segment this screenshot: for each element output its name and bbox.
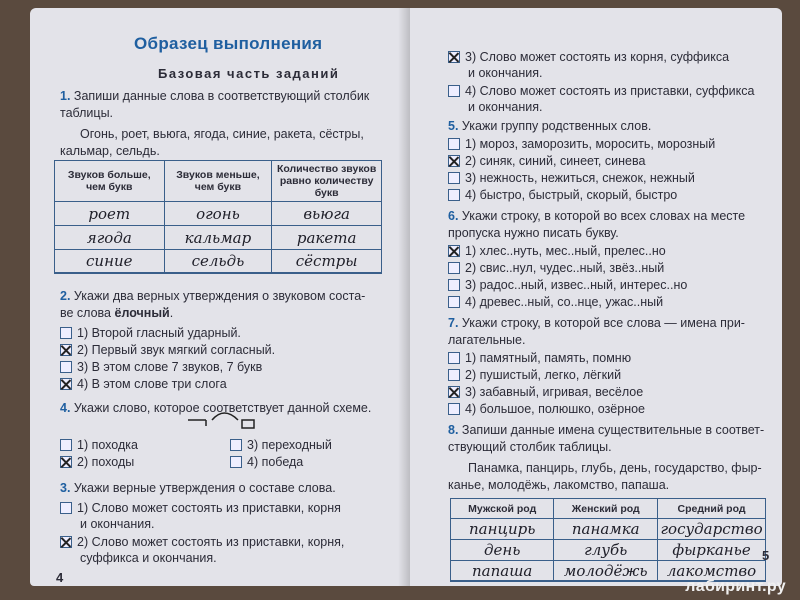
option-label: 3) забавный, игривая, весёлое — [465, 385, 644, 399]
word-list: Панамка, панцирь, глубь, день, государство, фыр- — [468, 461, 762, 475]
option-label: 1) походка — [77, 438, 138, 452]
table-cell: глубь — [554, 540, 658, 561]
checkbox[interactable] — [448, 279, 460, 291]
word-scheme-icon — [186, 404, 264, 434]
checkbox[interactable] — [60, 327, 72, 339]
question-text: Укажи группу родственных слов. — [461, 119, 652, 133]
question-text: Укажи слово, которое соответствует данной схеме. — [73, 401, 372, 415]
question-text: Укажи два верных утверждения о звуковом соста- — [73, 289, 366, 303]
option-label: 4) Слово может состоять из приставки, суффикса — [465, 84, 755, 98]
question-6 — [448, 208, 745, 225]
q7-option-4[interactable] — [448, 402, 645, 416]
question-8 — [448, 422, 764, 439]
table-cell: ракета — [272, 226, 382, 250]
question-7 — [448, 315, 745, 332]
question-text-end: . — [169, 306, 174, 320]
checkbox[interactable] — [60, 344, 72, 356]
question-number: 7. — [448, 316, 459, 330]
option-label: 1) Слово может состоять из приставки, корня — [77, 501, 341, 515]
question-number: 5. — [448, 119, 459, 133]
watermark-logo: лабиринт.ру — [685, 578, 786, 595]
option-label: 3) В этом слове 7 звуков, 7 букв — [77, 360, 263, 374]
checkbox[interactable] — [60, 536, 72, 548]
table-cell: кальмар — [164, 226, 272, 250]
option-label-cont: и окончания. — [80, 517, 155, 531]
q2-option-2[interactable] — [60, 343, 275, 357]
option-label: 1) Второй гласный ударный. — [77, 326, 241, 340]
question-text-cont: пропуска нужно писать букву. — [448, 226, 619, 240]
question-number: 3. — [60, 481, 71, 495]
option-label: 4) В этом слове три слога — [77, 377, 227, 391]
q4-option-3[interactable] — [230, 438, 332, 452]
table-cell: ягода — [55, 226, 165, 250]
option-label-cont: и окончания. — [468, 100, 543, 114]
table-header: Женский род — [554, 499, 658, 519]
checkbox[interactable] — [60, 378, 72, 390]
noun-gender-table — [450, 498, 766, 582]
question-text-cont: ствующий столбик таблицы. — [448, 440, 612, 454]
option-label: 2) синяк, синий, синеет, синева — [465, 154, 646, 168]
q4-option-4[interactable] — [230, 455, 303, 469]
q2-option-3[interactable] — [60, 360, 262, 374]
word-list-cont: кальмар, сельдь. — [60, 144, 160, 158]
table-cell: панамка — [554, 519, 658, 540]
question-1 — [60, 88, 400, 105]
question-number: 4. — [60, 401, 71, 415]
word-list: Огонь, роет, вьюга, ягода, синие, ракета, сёстры, — [80, 127, 364, 141]
option-label: 2) свис..нул, чудес..ный, звёз..ный — [465, 261, 665, 275]
page-title: Образец выполнения — [134, 34, 323, 53]
q2-option-1[interactable] — [60, 326, 241, 340]
q5-option-2[interactable] — [448, 154, 645, 168]
word-list-cont: канье, молодёжь, лакомство, папаша. — [448, 478, 670, 492]
checkbox[interactable] — [230, 456, 242, 468]
q7-option-2[interactable] — [448, 368, 621, 382]
table-cell: папаша — [451, 561, 554, 582]
question-text-part: ве слова — [60, 306, 115, 320]
table-cell: роет — [55, 202, 165, 226]
q6-option-4[interactable] — [448, 295, 663, 309]
left-page — [30, 8, 410, 586]
table-cell: фырканье — [658, 540, 766, 561]
q4-option-1[interactable] — [60, 438, 138, 452]
option-label: 2) пушистый, легко, лёгкий — [465, 368, 622, 382]
option-label: 3) нежность, нежиться, снежок, нежный — [465, 171, 695, 185]
checkbox[interactable] — [448, 369, 460, 381]
table-cell: лакомство — [658, 561, 766, 582]
table-cell: синие — [55, 250, 165, 274]
checkbox[interactable] — [60, 439, 72, 451]
question-text: Запиши данные слова в соответствующий столбик — [73, 89, 370, 103]
table-cell: государство — [658, 519, 766, 540]
question-text: Укажи строку, в которой во всех словах на месте — [461, 209, 746, 223]
table-header: Количество звуков равно количеству букв — [272, 161, 382, 202]
option-label: 1) памятный, память, помню — [465, 351, 632, 365]
checkbox[interactable] — [448, 296, 460, 308]
question-text: Укажи строку, в которой все слова — имена при- — [461, 316, 745, 330]
question-5 — [448, 118, 651, 135]
question-number: 8. — [448, 423, 459, 437]
question-3 — [60, 480, 336, 497]
checkbox[interactable] — [448, 155, 460, 167]
q5-option-3[interactable] — [448, 171, 695, 185]
page-number: 4 — [56, 570, 64, 585]
question-text-cont: таблицы. — [60, 106, 114, 120]
table-cell: панцирь — [451, 519, 554, 540]
q5-option-4[interactable] — [448, 188, 677, 202]
question-number: 2. — [60, 289, 71, 303]
table-cell: молодёжь — [554, 561, 658, 582]
table-cell: день — [451, 540, 554, 561]
option-label: 1) мороз, заморозить, моросить, морозный — [465, 137, 716, 151]
question-text: Укажи верные утверждения о составе слова. — [73, 481, 336, 495]
target-word: ёлочный — [114, 306, 170, 320]
table-cell: огонь — [164, 202, 272, 226]
option-label-cont: и окончания. — [468, 66, 543, 80]
question-text: Запиши данные имена существительные в соответ- — [461, 423, 765, 437]
q3-option-3[interactable] — [448, 50, 729, 64]
table-header: Звуков больше, чем букв — [55, 161, 165, 202]
checkbox[interactable] — [448, 403, 460, 415]
option-label: 2) Слово может состоять из приставки, корня, — [77, 535, 345, 549]
right-page — [410, 8, 782, 586]
sound-letter-table — [54, 160, 382, 274]
table-cell: сельдь — [164, 250, 272, 274]
q2-option-4[interactable] — [60, 377, 227, 391]
checkbox[interactable] — [60, 361, 72, 373]
option-label: 2) Первый звук мягкий согласный. — [77, 343, 276, 357]
checkbox[interactable] — [448, 172, 460, 184]
q6-option-3[interactable] — [448, 278, 687, 292]
option-label: 4) большое, полюшко, озёрное — [465, 402, 646, 416]
table-cell: сёстры — [272, 250, 382, 274]
checkbox[interactable] — [448, 352, 460, 364]
option-label: 1) хлес..нуть, мес..ный, прелес..но — [465, 244, 666, 258]
checkbox[interactable] — [448, 386, 460, 398]
table-header: Средний род — [658, 499, 766, 519]
option-label: 3) переходный — [247, 438, 332, 452]
q6-option-1[interactable] — [448, 244, 666, 258]
checkbox[interactable] — [448, 189, 460, 201]
checkbox[interactable] — [60, 456, 72, 468]
checkbox[interactable] — [230, 439, 242, 451]
question-text-cont: лагательные. — [448, 333, 526, 347]
q6-option-2[interactable] — [448, 261, 664, 275]
option-label: 4) победа — [247, 455, 304, 469]
checkbox[interactable] — [448, 138, 460, 150]
question-number: 6. — [448, 209, 459, 223]
checkbox[interactable] — [448, 85, 460, 97]
table-cell: вьюга — [272, 202, 382, 226]
q3-option-4[interactable] — [448, 84, 754, 98]
checkbox[interactable] — [448, 51, 460, 63]
q4-option-2[interactable] — [60, 455, 134, 469]
option-label: 3) радос..ный, извес..ный, интерес..но — [465, 278, 688, 292]
q7-option-1[interactable] — [448, 351, 631, 365]
option-label: 3) Слово может состоять из корня, суффикса — [465, 50, 730, 64]
question-number: 1. — [60, 89, 71, 103]
q7-option-3[interactable] — [448, 385, 643, 399]
option-label: 4) быстро, быстрый, скорый, быстро — [465, 188, 678, 202]
page-number: 5 — [762, 548, 770, 563]
option-label: 4) древес..ный, со..нце, ужас..ный — [465, 295, 664, 309]
q5-option-1[interactable] — [448, 137, 715, 151]
option-label-cont: суффикса и окончания. — [80, 551, 217, 565]
section-subtitle: Базовая часть заданий — [158, 66, 340, 81]
checkbox[interactable] — [60, 502, 72, 514]
q3-option-1[interactable] — [60, 501, 341, 515]
q3-option-2[interactable] — [60, 535, 344, 549]
table-header: Мужской род — [451, 499, 554, 519]
checkbox[interactable] — [448, 245, 460, 257]
question-2 — [60, 288, 365, 305]
question-text-cont — [60, 305, 173, 322]
table-header: Звуков меньше, чем букв — [164, 161, 272, 202]
option-label: 2) походы — [77, 455, 135, 469]
checkbox[interactable] — [448, 262, 460, 274]
